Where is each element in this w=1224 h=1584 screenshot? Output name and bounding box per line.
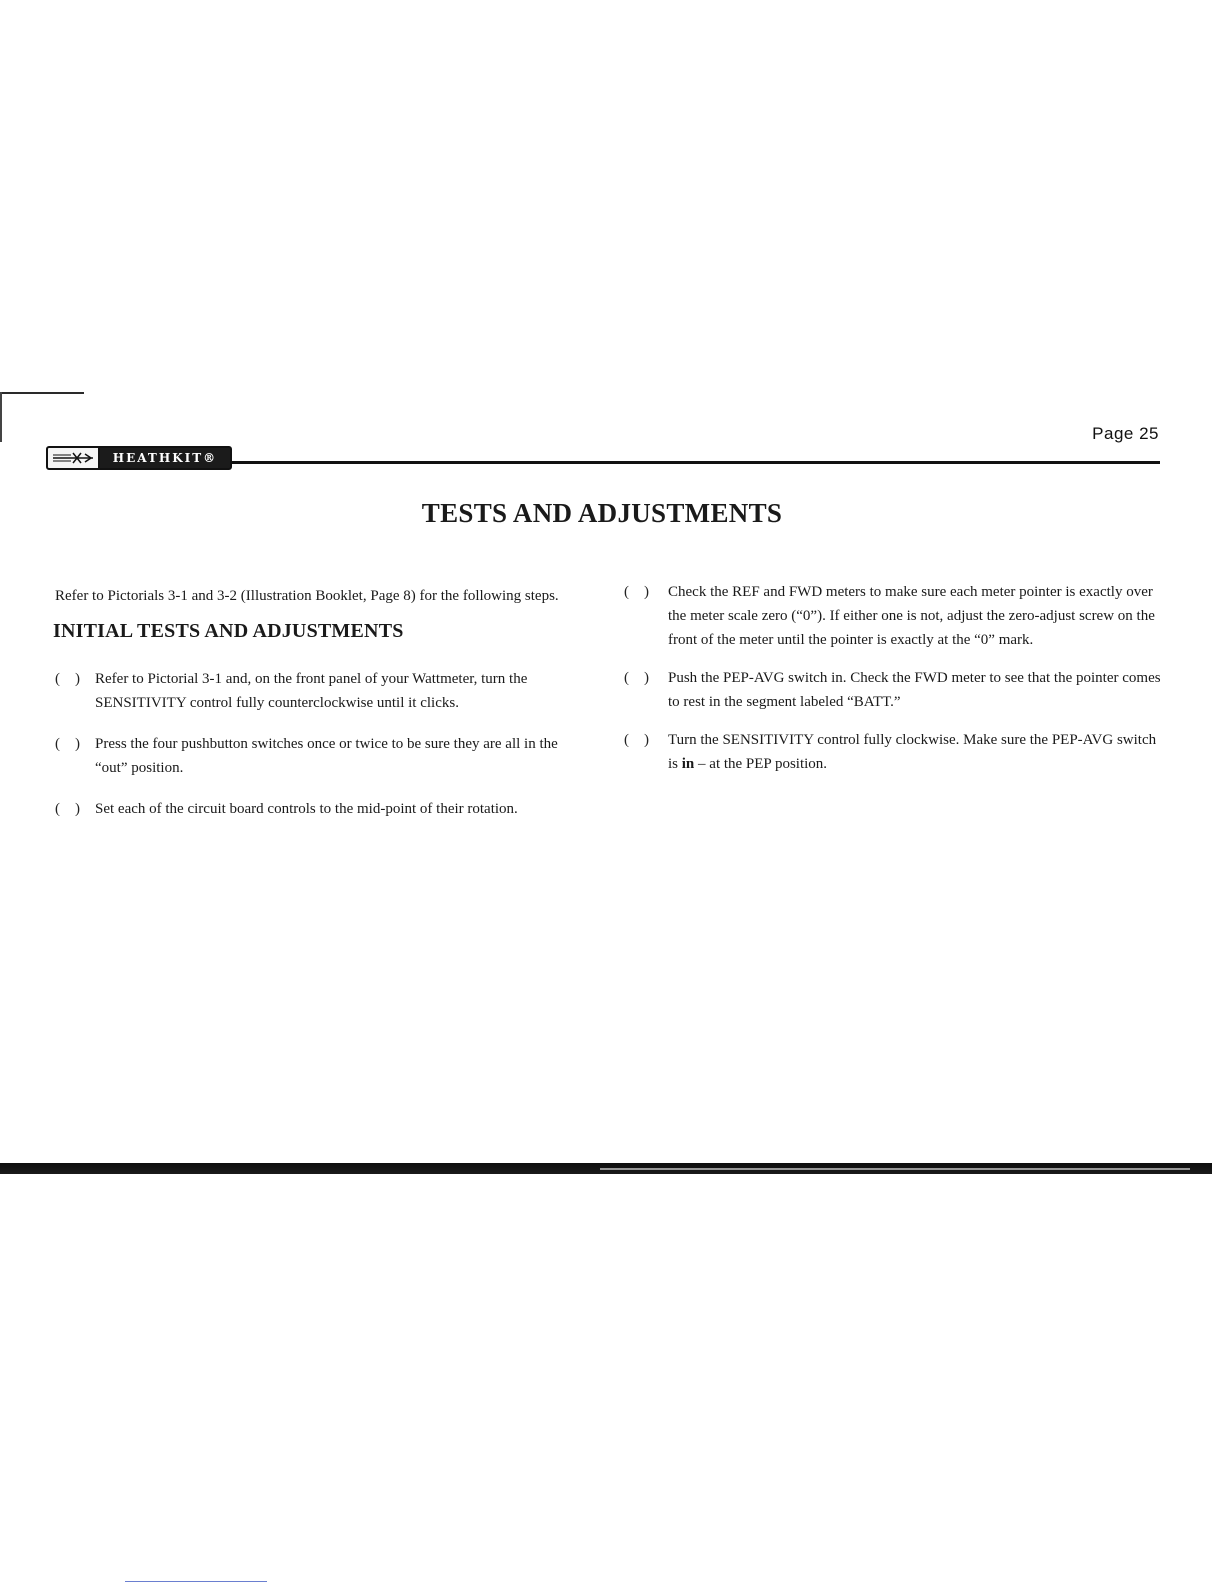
page-number: Page 25 [1092,424,1159,443]
step-text [668,728,1164,776]
step-item [55,667,590,715]
step-checkbox[interactable]: ( ) [55,801,80,817]
step-item [624,728,1164,776]
header-rule [232,461,1160,464]
step-item [624,666,1164,714]
scan-artifact-line [125,1581,267,1582]
logo-text: HEATHKIT® [112,451,218,465]
step-checkbox[interactable]: ( ) [624,670,649,686]
step-text-before: Turn the SENSITIVITY control fully clockwise. Make sure the PEP-AVG switch is [668,732,1157,772]
step-text: Push the PEP-AVG switch in. Check the FWD meter to see that the pointer comes to rest in the segment labeled “BATT.” [668,670,1161,710]
step-text: Press the four pushbutton switches once or twice to be sure they are all in the “out” position. [95,736,558,776]
scan-corner-mark [0,392,84,394]
step-text: Refer to Pictorial 3-1 and, on the front panel of your Wattmeter, turn the SENSITIVITY control fully counterclockwise until it clicks. [95,671,528,711]
bottom-rule-highlight [600,1168,1190,1170]
section-heading: INITIAL TESTS AND ADJUSTMENTS [53,620,404,642]
step-text-emphasis: in [681,756,695,772]
left-column [55,584,590,838]
heathkit-emblem-icon [48,448,100,468]
step-checkbox[interactable]: ( ) [624,732,649,748]
step-item [55,732,590,780]
step-checkbox[interactable]: ( ) [624,584,649,600]
step-text: Set each of the circuit board controls to the mid-point of their rotation. [95,801,518,817]
heathkit-logo [46,446,232,470]
intro-text: Refer to Pictorials 3-1 and 3-2 (Illustration Booklet, Page 8) for the following steps. [55,588,559,604]
step-text: Check the REF and FWD meters to make sure each meter pointer is exactly over the meter scale zero (“0”). If either one is not, adjust the zero-adjust screw on the front of the meter until the pointer is exactly at the “0” mark. [668,584,1155,648]
step-item [55,797,590,821]
page-title: TESTS AND ADJUSTMENTS [421,498,783,528]
step-checkbox[interactable]: ( ) [55,736,80,752]
scan-corner-mark-vertical [0,392,2,442]
right-column [624,580,1164,790]
step-checkbox[interactable]: ( ) [55,671,80,687]
step-text-after: – at the PEP position. [694,756,828,772]
step-item [624,580,1164,652]
